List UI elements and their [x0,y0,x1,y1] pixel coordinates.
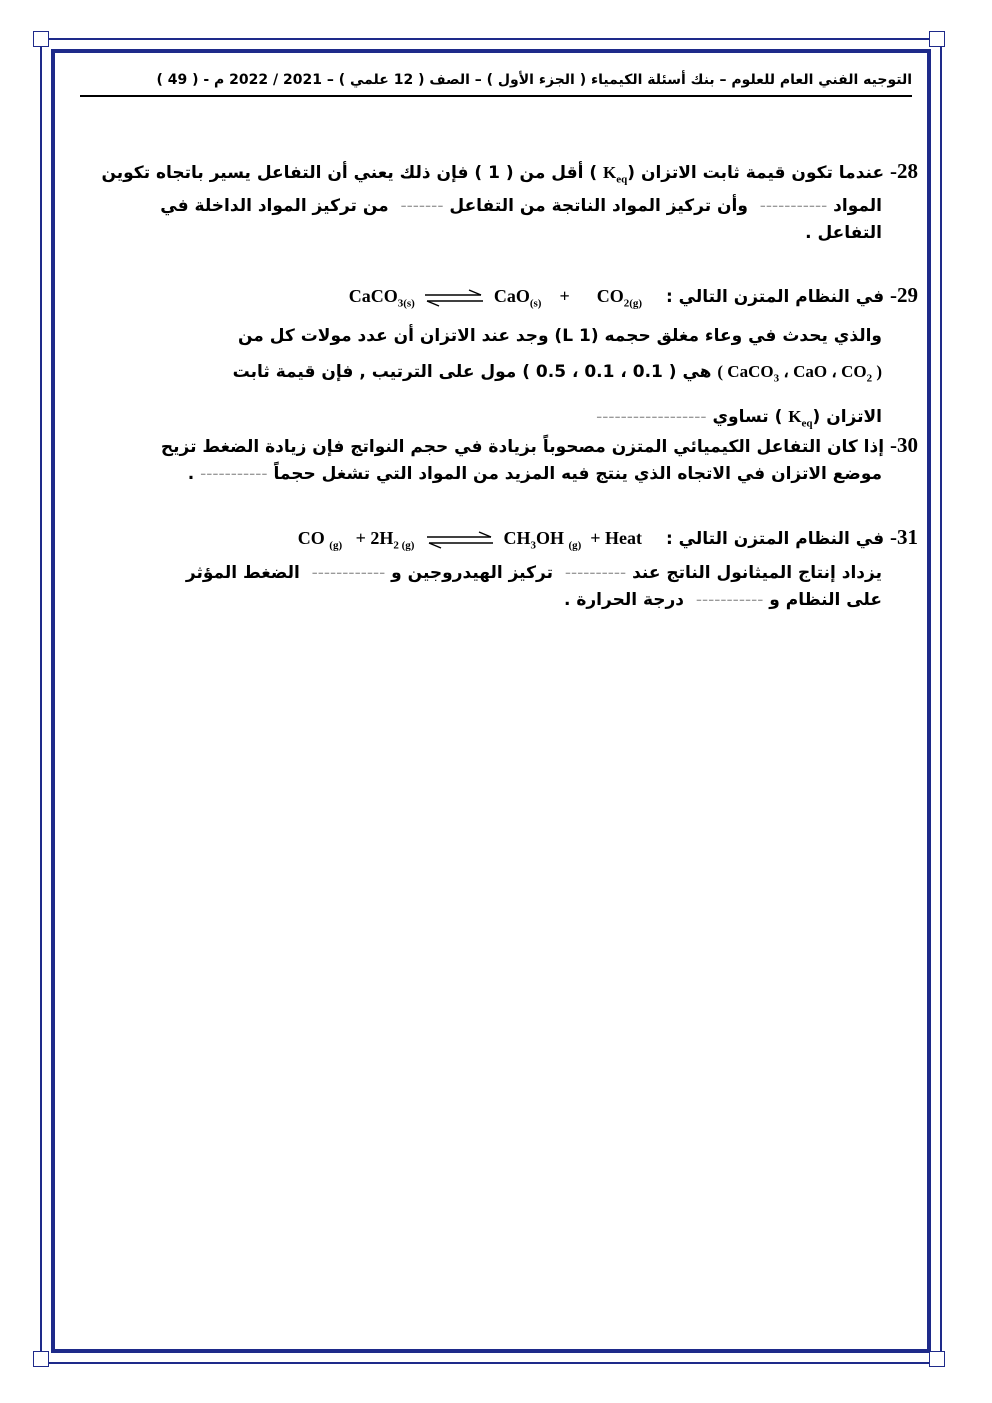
corner-ornament-top-right [929,31,945,47]
q28-blank-2[interactable]: ------- [400,196,444,217]
question-28 [70,158,918,247]
q29-line-2 [70,320,882,352]
q28-line-1 [70,158,918,193]
q29-eq-plus: + [559,286,570,306]
question-30 [70,432,918,488]
q29-species-b: ، CaO ، CO [779,361,867,381]
q31-eq-reactant-2: + 2H [355,528,394,548]
q31-blank-1[interactable]: ---------- [564,562,627,583]
q29-keq [788,406,813,430]
corner-ornament-bottom-right [929,1351,945,1367]
q29-species-list [717,361,882,384]
q29-line-3 [70,352,882,398]
q30-line-2 [70,461,882,488]
q28-text-3: التفاعل . [805,223,882,244]
corner-ornament-bottom-left [33,1351,49,1367]
q31-eq-product-1b: OH [535,528,564,548]
q29-blank[interactable]: ------------------ [596,406,707,427]
q30-text-1: إذا كان التفاعل الكيميائي المتزن مصحوباً بزيادة في حجم النواتج فإن زيادة الضغط تزيح [160,437,885,457]
corner-ornament-top-left [33,31,49,47]
q29-eq-product-2-sub: 2(g) [623,297,643,310]
q31-equation [297,528,643,552]
q31-eq-product-1-sub: 3 [530,539,536,552]
q29-species-a: ( CaCO [717,361,774,381]
equilibrium-arrow-icon [419,289,489,307]
q31-text-3a: على النظام و [769,589,882,610]
q30-line-1 [70,432,918,461]
q28-keq-sub: eq [616,173,628,186]
q31-eq-reactant-1: CO [297,528,325,548]
q28-keq [603,163,628,186]
q28-keq-k: K [603,163,617,182]
q30-blank[interactable]: ----------- [200,464,268,484]
q31-text-3b: درجة الحرارة . [563,589,685,610]
q29-text-2: والذي يحدث في وعاء مغلق حجمه (1 L) وجد عند الاتزان أن عدد مولات كل من [237,325,882,346]
q29-text-4a: الاتزان ( [812,406,882,427]
q31-number: 31- [890,525,918,549]
q31-eq-reactant-1-sub: (g) [329,539,343,552]
q31-text-2a: يزداد إنتاج الميثانول الناتج عند [632,562,882,583]
q28-text-1b: ) أقل من ( 1 ) فإن ذلك يعني أن التفاعل يسير باتجاه تكوين [101,163,598,183]
question-29 [70,279,918,442]
q29-text-3: هي ( 0.1 ، 0.1 ، 0.5 ) مول على الترتيب , فإن قيمة ثابت [232,361,712,382]
q31-blank-2[interactable]: ------------ [311,562,386,583]
q28-number: 28- [890,159,918,183]
q29-eq-reactant-sub: 3(s) [397,297,415,310]
q29-eq-product-1-sub: (s) [529,297,542,310]
q31-line-1 [70,524,918,560]
q31-blank-3[interactable]: ----------- [695,589,764,610]
q29-equation [348,286,643,310]
q28-line-2 [70,193,882,220]
q28-text-1a: عندما تكون قيمة ثابت الاتزان ( [627,163,885,183]
q29-text-4b: ) تساوي [712,406,783,427]
q28-blank-1[interactable]: ----------- [759,196,828,217]
q28-text-2c: من تركيز المواد الداخلة في [160,196,389,217]
page-header: التوجيه الفني العام للعلوم – بنك أسئلة الكيمياء ( الجزء الأول ) – الصف ( 12 علمي ) – 2021 / 2022 م - ( 49 ) [156,72,912,88]
q29-keq-sub: eq [801,417,813,430]
q29-species-b-sub: 2 [866,371,873,384]
q31-eq-product-2: + Heat [590,528,643,548]
q30-number: 30- [890,433,918,457]
q29-eq-reactant: CaCO [348,286,398,306]
q29-line-1 [70,279,918,320]
q29-number: 29- [890,283,918,307]
q31-text-2b: تركيز الهيدروجين و [391,562,553,583]
q31-line-2 [70,560,882,587]
q31-eq-product-1: CH [503,528,531,548]
question-31 [70,524,918,614]
q31-line-3 [70,587,882,614]
q29-eq-product-2: CO [596,286,624,306]
q30-end: . [187,464,195,484]
q31-intro: في النظام المتزن التالي : [665,529,885,549]
q29-species-c: ) [872,361,882,381]
q29-eq-product-1: CaO [493,286,530,306]
q30-text-2: موضع الاتزان في الاتجاه الذي ينتج فيه المزيد من المواد التي تشغل حجماً [273,464,882,484]
q28-text-2b: وأن تركيز المواد الناتجة من التفاعل [449,196,748,217]
q29-keq-k: K [788,406,802,426]
q29-intro: في النظام المتزن التالي : [665,287,885,307]
q28-line-3 [70,220,882,247]
header-divider [80,95,912,97]
q28-text-2a: المواد [833,196,882,217]
q29-species-a-sub: 3 [773,371,780,384]
q31-eq-product-1b-sub: (g) [568,539,582,552]
q31-eq-reactant-2-sub: 2 (g) [393,539,415,552]
equilibrium-arrow-icon [419,531,499,549]
q31-text-2c: الضغط المؤثر [185,562,300,583]
